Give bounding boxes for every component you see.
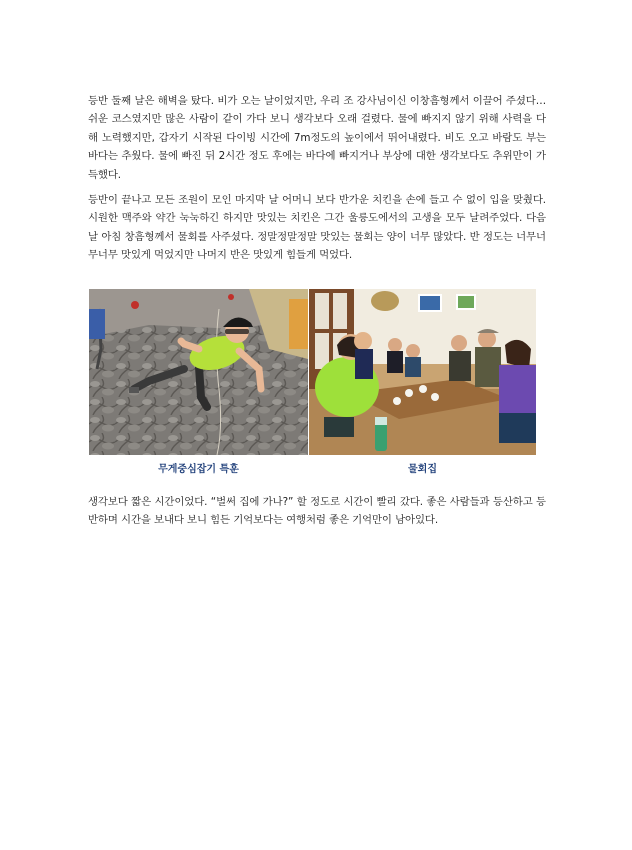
paragraph-3: 생각보다 짧은 시간이었다. “벌써 집에 가나?” 할 정도로 시간이 빨리 갔다. 좋은 사람들과 등산하고 등반하며 시간을 보내다 보니 힘든 기억보다는 여행처럼 좋은 기억만이 남아있다.: [88, 496, 546, 527]
paragraph-1: 등반 둘째 날은 해벽을 탔다. 비가 오는 날이었지만, 우리 조 강사님이신 이창흠형께서 이끌어 주셨다… 쉬운 코스였지만 많은 사람이 같이 가다 보니 생각보다 오래 걸렸다. 물에 빠지지 않기 위해 사력을 다해 노력했지만, 갑자기 시작된 다이빙 시간에 7m정도의 높이에서 뛰어내렸다. 비도 오고 바람도 부는 바다는 추웠다. 물에 빠진 뒤 2시간 정도 후에는 바다에 빠지거나 부상에 대한 생각보다도 추위만이 가득했다.: [88, 95, 546, 181]
restaurant-photo: [309, 289, 536, 455]
climbing-training-photo: [89, 289, 308, 455]
photo-caption-right: 물회집: [408, 464, 437, 475]
paragraph-2: 등반이 끝나고 모든 조원이 모인 마지막 날 어머니 보다 반가운 치킨을 손에 들고 수 없이 입을 맞췄다. 시원한 맥주와 약간 눅눅하긴 하지만 맛있는 치킨은 그간 울릉도에서의 고생을 모두 날려주었다. 다음날 아침 창흠형께서 물회를 사주셨다. 정말정말정말 맛있는 물회는 양이 너무 많았다. 반 정도는 너무너무너무 맛있게 먹었지만 나머지 반은 맛있게 힘들게 먹었다.: [88, 194, 546, 262]
photo-caption-left: 무게중심잡기 특훈: [158, 464, 239, 475]
